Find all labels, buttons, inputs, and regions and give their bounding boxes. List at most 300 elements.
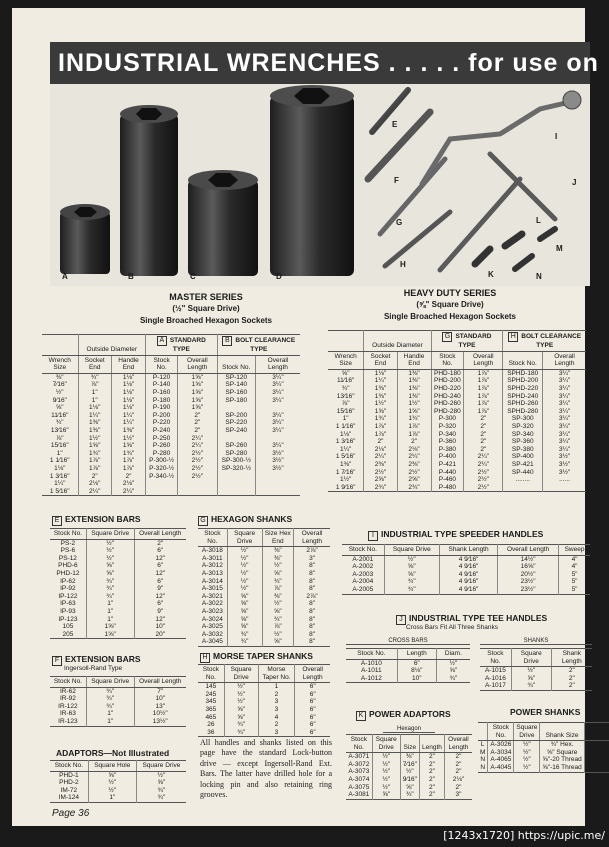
table-cell: ¾" <box>224 721 258 729</box>
table-cell: IR-122 <box>58 702 78 710</box>
table-cell: SPHD-220 <box>503 385 543 393</box>
table-cell: 2⅞" <box>294 547 330 555</box>
table-row <box>198 616 330 624</box>
table-cell: ¾" <box>227 631 262 639</box>
table-row <box>328 369 586 377</box>
column-header: Stock No. <box>50 529 86 540</box>
table-row <box>198 600 330 608</box>
page-banner: INDUSTRIAL WRENCHES . . . . . for use on <box>50 42 590 84</box>
column-header: Stock No. <box>50 761 88 772</box>
column-header: Stock No. <box>346 649 397 660</box>
table-cell: ⅝" Square <box>540 749 584 757</box>
table-cell: 6" <box>295 691 330 699</box>
table-cell: 1¼" <box>111 412 145 420</box>
table-row <box>328 385 586 393</box>
power-adaptors-table <box>346 734 472 800</box>
table-cell: 6" <box>295 729 330 737</box>
shanks-group: SHANKS <box>480 638 592 645</box>
table-cell: 6" <box>295 721 330 729</box>
table-cell: P-120 <box>146 373 178 381</box>
morse-taper-heading <box>200 651 313 663</box>
section-badge: G <box>198 516 208 526</box>
table-cell: ½" <box>88 779 136 787</box>
table-cell: ½" <box>511 667 551 675</box>
table-cell: ⅝" <box>224 706 258 714</box>
table-cell: 2" <box>464 423 503 431</box>
table-cell: SPHD-200 <box>503 377 543 385</box>
table-row <box>50 585 186 593</box>
column-header: Square Drive <box>514 723 540 741</box>
table-cell: 2⅛" <box>397 446 431 454</box>
hexagon-shanks-heading <box>198 514 292 526</box>
table-cell: 2½" <box>464 484 503 492</box>
table-cell: 7⁄16" <box>400 761 419 769</box>
column-header: Overall Length <box>584 723 609 741</box>
column-header: Sweep <box>559 545 590 556</box>
section-title: STANDARD TYPE <box>455 333 492 349</box>
table-cell: 2¼" <box>111 488 145 496</box>
column-header: Square Drive <box>384 545 439 556</box>
table-cell: 1" <box>78 389 111 397</box>
table-cell: 465 <box>205 713 217 721</box>
product-photo <box>50 84 590 286</box>
table-cell: A-3045 <box>201 638 223 646</box>
table-cell: 2¼" <box>78 488 111 496</box>
table-cell: 4 9⁄16" <box>439 555 497 563</box>
column-header: Square Drive <box>136 761 186 772</box>
morse-taper-table <box>198 664 330 737</box>
table-cell: 345 <box>205 698 217 706</box>
photo-label-g: G <box>396 218 403 227</box>
table-cell: 1⅛" <box>78 404 111 412</box>
column-header: Stock No. <box>198 529 227 547</box>
column-header: Stock No. <box>488 723 514 741</box>
table-cell: 4 <box>258 714 295 722</box>
table-cell: A-3018 <box>201 547 223 555</box>
table-cell: P-180 <box>146 397 178 405</box>
section-badge: A <box>157 336 167 346</box>
section-title: INDUSTRIAL TYPE SPEEDER HANDLES <box>381 529 544 539</box>
table-cell <box>146 480 178 488</box>
table-row <box>328 446 586 454</box>
table-cell: 3¼" <box>255 412 300 420</box>
table-cell: 1¼" <box>111 419 145 427</box>
table-cell: ⅜" <box>262 547 294 555</box>
page-number: Page 36 <box>52 808 90 819</box>
column-header: Overall Length <box>255 355 300 373</box>
table-cell: 1⅜" <box>397 369 431 377</box>
table-cell: 6" <box>295 683 330 691</box>
table-cell: ½" <box>514 756 540 764</box>
table-cell: ½" <box>514 741 540 749</box>
table-cell: 1 5⁄16" <box>49 487 70 495</box>
table-cell: 1⅞" <box>111 465 145 473</box>
table-cell: 1½" <box>111 435 145 443</box>
column-header: Square Drive <box>511 649 551 667</box>
table-cell: ½" <box>224 683 258 691</box>
table-cell <box>255 473 300 481</box>
table-cell: A-3026 <box>488 741 514 749</box>
table-cell: 3¼" <box>255 389 300 397</box>
standard-type-group <box>146 335 217 356</box>
section-badge: B <box>222 336 232 346</box>
table-cell: ⅝" <box>372 791 400 799</box>
table-cell: P-160 <box>146 389 178 397</box>
hexagon-group: Hexagon <box>383 726 435 733</box>
drive-note: All handles and shanks listed on this page have the standard Lock-button drive — except Ingersoll-Rand Ext. Bars. The latter have drilled hole for a locking pin and also retaining ring grooves. <box>200 738 332 800</box>
table-row <box>346 768 472 776</box>
table-cell: A-3032 <box>201 630 223 638</box>
hexagon-shanks-table <box>198 528 330 647</box>
table-cell: 1 5⁄16" <box>335 453 356 461</box>
table-cell <box>255 480 300 488</box>
table-cell: ⅝" <box>262 638 294 646</box>
table-cell: P-320-½ <box>146 465 178 473</box>
power-shanks-table <box>478 722 609 773</box>
table-cell: 8" <box>294 623 330 631</box>
table-cell: 2" <box>419 791 444 799</box>
table-cell: PS-12 <box>58 554 77 562</box>
master-series-title: MASTER SERIES <box>169 292 243 302</box>
column-header: Stock No. <box>503 351 543 369</box>
table-cell: SP-320 <box>503 423 543 431</box>
table-cell: 3½" <box>543 453 586 461</box>
table-cell <box>543 484 586 492</box>
table-cell: ½" <box>372 776 400 784</box>
group-header-row <box>328 331 586 352</box>
table-cell: 2" <box>464 431 503 439</box>
cross-bars-group: CROSS BARS <box>346 638 470 645</box>
column-header: Overall Length <box>134 529 186 540</box>
table-row <box>198 631 330 639</box>
table-cell: 2¾" <box>397 484 431 492</box>
table-cell: SP-360 <box>503 438 543 446</box>
table-cell: ½" <box>227 555 262 563</box>
table-cell: 1" <box>86 710 134 718</box>
table-cell: 10" <box>134 623 186 631</box>
table-cell: 1⅞" <box>464 400 503 408</box>
table-cell: 1⅛" <box>111 404 145 412</box>
bolt-clearance-group <box>217 335 300 356</box>
table-cell: 1 3⁄16" <box>49 472 70 480</box>
photo-label-m: M <box>556 244 563 253</box>
table-cell: ½" <box>400 768 419 776</box>
column-header: Overall Length <box>134 677 186 688</box>
header-row <box>198 529 330 547</box>
table-cell: IP-122 <box>58 592 78 600</box>
table-row <box>346 776 472 784</box>
table-cell: M <box>480 748 486 756</box>
table-cell: PHD-280 <box>431 408 464 416</box>
table-cell: P-360 <box>431 438 464 446</box>
table-cell: 2⅛" <box>78 480 111 488</box>
photo-label-c: C <box>190 272 196 281</box>
table-cell: N <box>480 756 486 764</box>
section-title: POWER ADAPTORS <box>369 709 451 719</box>
table-cell: ½" <box>227 585 262 593</box>
table-row <box>480 682 592 690</box>
table-cell: 6" <box>134 600 186 608</box>
table-cell: SP-421 <box>503 461 543 469</box>
table-cell: 12" <box>134 570 186 578</box>
table-cell: ¾" <box>227 638 262 646</box>
table-cell: 1" <box>342 415 349 423</box>
table-cell: 9⁄16" <box>400 776 419 784</box>
table-row <box>346 667 470 675</box>
column-header: Overall Length <box>543 351 586 369</box>
extension-bars-ir-subtitle: Ingersoll-Rand Type <box>64 665 123 672</box>
table-cell: PHD-240 <box>431 393 464 401</box>
table-cell: SP-440 <box>503 469 543 477</box>
table-cell: 3 <box>258 706 295 714</box>
table-cell: SP-400 <box>503 453 543 461</box>
table-cell: A-3013 <box>201 569 223 577</box>
table-cell: 12" <box>134 555 186 563</box>
table-row <box>342 563 590 571</box>
table-cell: ¾" <box>86 585 134 593</box>
table-cell: 2½" <box>178 457 217 465</box>
table-cell: A-3074 <box>348 775 370 783</box>
table-cell: 8" <box>294 631 330 639</box>
table-cell: A-3073 <box>348 768 370 776</box>
blank-header <box>42 335 78 356</box>
table-cell: 1⅞" <box>464 408 503 416</box>
column-header: Length <box>397 649 436 660</box>
table-row <box>50 623 186 631</box>
table-row <box>50 547 186 555</box>
table-cell: 1⅞" <box>397 423 431 431</box>
table-row <box>50 608 186 616</box>
table-cell: A-3072 <box>348 760 370 768</box>
table-cell: 5" <box>559 586 590 594</box>
table-cell: 105 <box>62 623 74 631</box>
table-cell: 1⅞" <box>464 377 503 385</box>
heavy-series-drive: (⅝" Square Drive) <box>416 300 484 309</box>
table-row <box>42 419 300 427</box>
table-cell: 1⅝" <box>178 389 217 397</box>
column-header: Overall Length <box>178 355 217 373</box>
table-cell: 2 5⁄16" <box>584 741 609 749</box>
table-row <box>50 539 186 547</box>
table-row <box>478 756 609 764</box>
table-cell: 1" <box>86 718 134 726</box>
table-cell: 2½" <box>178 465 217 473</box>
table-cell: 2½" <box>178 450 217 458</box>
tee-shanks-table <box>480 648 592 691</box>
table-cell: 1⅛" <box>111 389 145 397</box>
table-cell: IR-63 <box>59 710 76 718</box>
column-header: Square Drive <box>224 665 258 683</box>
table-cell: ⅝" <box>384 563 439 571</box>
table-cell: ⅜" <box>400 753 419 761</box>
table-row <box>42 427 300 435</box>
table-cell: 2" <box>134 539 186 547</box>
table-cell: 1⅛" <box>584 764 609 772</box>
section-title: MORSE TAPER SHANKS <box>213 651 313 661</box>
table-cell: ½" <box>384 555 439 563</box>
speeder-handles-heading <box>368 529 543 541</box>
column-header <box>478 723 488 741</box>
table-cell: 2" <box>397 438 431 446</box>
table-cell: IP-92 <box>60 585 76 593</box>
table-cell: A-3075 <box>348 783 370 791</box>
table-row <box>346 753 472 761</box>
table-cell: PHD-1 <box>59 771 79 779</box>
standard-type-group <box>431 331 503 352</box>
table-cell: P-380 <box>431 446 464 454</box>
table-cell: ¾" <box>384 586 439 594</box>
table-cell <box>217 435 255 443</box>
table-cell: 245 <box>205 690 217 698</box>
table-cell: 2" <box>419 768 444 776</box>
column-header: Square Drive <box>227 529 262 547</box>
table-cell: 23½" <box>498 578 559 586</box>
photo-label-a: A <box>62 272 68 281</box>
table-cell: 2" <box>111 473 145 481</box>
table-cell: 1½" <box>397 400 431 408</box>
table-cell: A-3025 <box>201 623 223 631</box>
table-cell: 4" <box>559 563 590 571</box>
table-cell: P-140 <box>146 381 178 389</box>
table-cell: ⅝" <box>436 667 470 675</box>
table-row <box>328 415 586 423</box>
table-cell: ⅝" <box>262 608 294 616</box>
table-row <box>342 578 590 586</box>
table-cell: 2" <box>178 412 217 420</box>
table-cell: A-2004 <box>352 578 374 586</box>
table-cell: 8" <box>294 578 330 586</box>
table-cell: 11⁄16" <box>51 411 69 419</box>
table-cell: 11⁄16" <box>336 377 355 385</box>
table-cell: 3¼" <box>543 431 586 439</box>
table-row <box>346 784 472 792</box>
column-header: Size <box>400 735 419 753</box>
table-cell: A-3024 <box>201 615 223 623</box>
table-cell: 2¼" <box>464 453 503 461</box>
table-cell: 2½" <box>364 469 397 477</box>
section-badge: K <box>356 711 366 721</box>
heavy-series-title: HEAVY DUTY SERIES <box>403 288 497 298</box>
table-cell: SP-240 <box>217 427 255 435</box>
table-row <box>328 469 586 477</box>
table-cell: 1⅛" <box>364 369 397 377</box>
table-row <box>480 667 592 675</box>
table-cell: 2⅜" <box>364 461 397 469</box>
table-cell: IP-62 <box>60 577 76 585</box>
table-cell: 13⁄16" <box>50 426 69 434</box>
table-cell: 3¼" <box>543 423 586 431</box>
table-cell: 23½" <box>498 586 559 594</box>
table-cell: SP-260 <box>217 442 255 450</box>
table-cell: 145 <box>205 683 217 691</box>
table-cell: ½" <box>514 764 540 772</box>
table-cell: 3¼" <box>255 381 300 389</box>
table-cell: 10½" <box>134 710 186 718</box>
photo-label-d: D <box>276 272 282 281</box>
table-cell: SPHD-260 <box>503 400 543 408</box>
section-title: BOLT CLEARANCE TYPE <box>235 337 296 353</box>
table-cell: IM-124 <box>58 794 79 802</box>
table-cell: ½" <box>86 555 134 563</box>
table-cell: A-3081 <box>348 791 370 799</box>
table-row <box>50 787 186 795</box>
header-row <box>42 355 300 373</box>
table-cell: ⅝" <box>88 771 136 779</box>
table-cell: 2" <box>551 682 592 690</box>
section-badge: G <box>442 332 452 342</box>
section-badge: H <box>200 653 210 663</box>
table-cell: 3¼" <box>543 415 586 423</box>
table-cell: 2" <box>419 776 444 784</box>
table-cell: 1 7⁄16" <box>335 468 356 476</box>
power-shanks-heading: POWER SHANKS <box>510 707 581 717</box>
table-cell: A-1016 <box>484 674 506 682</box>
header-row <box>342 545 590 556</box>
table-cell: ¾" <box>136 787 186 795</box>
header-row <box>478 723 609 741</box>
table-cell: 3¼" <box>255 373 300 381</box>
table-row <box>50 593 186 601</box>
table-cell: 2¼" <box>178 442 217 450</box>
column-header: Shank Length <box>439 545 497 556</box>
column-header: Socket End <box>364 351 397 369</box>
heavy-series-table <box>328 330 586 492</box>
adaptors-ni-table <box>50 760 186 803</box>
table-cell: ½" <box>224 698 258 706</box>
table-cell: 3½" <box>255 457 300 465</box>
table-cell: A-1010 <box>360 659 382 667</box>
column-header: Handle End <box>397 351 431 369</box>
table-row <box>42 397 300 405</box>
extension-bars-heading <box>52 514 141 526</box>
table-cell <box>146 488 178 496</box>
table-cell: ⅝"-20 Thread <box>540 756 584 764</box>
table-row <box>198 638 330 646</box>
table-cell: ½" <box>86 547 134 555</box>
table-cell: 2½" <box>464 469 503 477</box>
section-badge: J <box>396 615 406 625</box>
table-cell: 13" <box>134 703 186 711</box>
table-cell: ¾" <box>400 791 419 799</box>
table-cell: PHD-200 <box>431 377 464 385</box>
table-cell: 1½" <box>364 400 397 408</box>
table-cell: 4 9⁄16" <box>439 586 497 594</box>
photo-label-e: E <box>392 120 398 129</box>
table-cell: 1⅜" <box>78 419 111 427</box>
table-cell: 8⅛" <box>397 667 436 675</box>
column-header: Square Drive <box>86 677 134 688</box>
table-row <box>346 675 470 683</box>
table-cell: P-300 <box>431 415 464 423</box>
table-row <box>198 570 330 578</box>
table-cell: ⅞" <box>262 623 294 631</box>
table-cell: 2 <box>258 691 295 699</box>
photo-label-i: I <box>555 132 558 141</box>
table-cell: 6" <box>295 698 330 706</box>
table-cell: 7" <box>134 687 186 695</box>
table-row <box>198 593 330 601</box>
table-cell: P-240 <box>146 427 178 435</box>
table-cell: ¾" <box>86 593 134 601</box>
column-header: Morse Taper No. <box>258 665 295 683</box>
table-row <box>346 659 470 667</box>
column-header: Overall Length <box>464 351 503 369</box>
table-cell: 1⅝" <box>397 408 431 416</box>
table-cell: ¾" <box>262 616 294 624</box>
table-cell: SP-300 <box>503 415 543 423</box>
table-cell: 6" <box>134 562 186 570</box>
table-cell: 1⅞" <box>78 465 111 473</box>
